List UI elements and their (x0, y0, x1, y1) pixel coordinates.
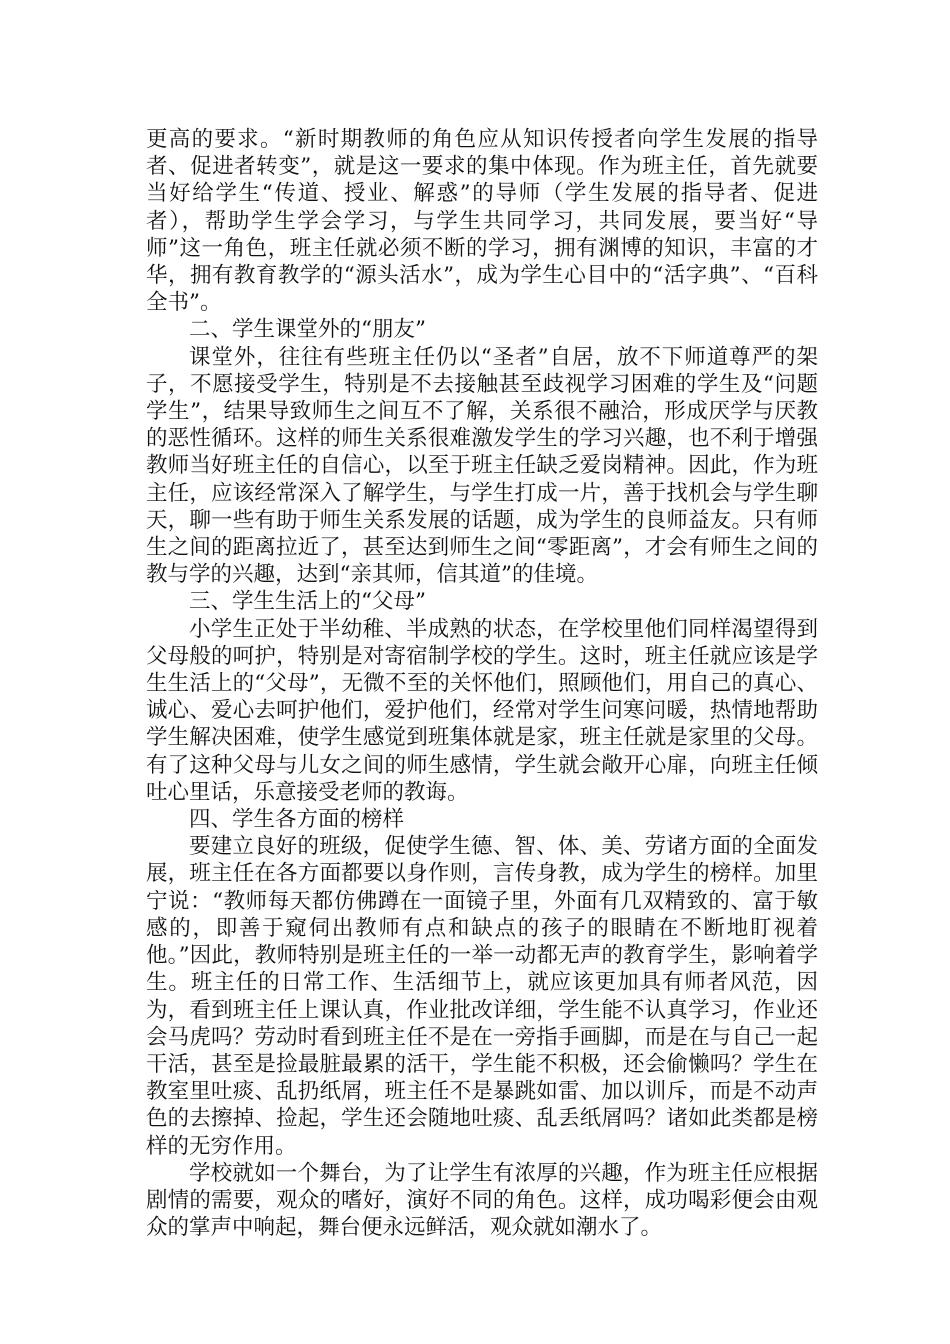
paragraph-conclusion: 学校就如一个舞台，为了让学生有浓厚的兴趣，作为班主任应根据剧情的需要，观众的嗜好，演好不同的角色。这样，成功喝彩便会由观众的掌声中响起，舞台便永远鲜活，观众就如潮水了。 (146, 1160, 818, 1241)
paragraph-role-model: 要建立良好的班级，促使学生德、智、体、美、劳诸方面的全面发展，班主任在各方面都要以身作则，言传身教，成为学生的榜样。加里宁说：“教师每天都仿佛蹲在一面镜子里，外面有几双精致的、富于敏感的，即善于窥伺出教师有点和缺点的孩子的眼睛在不断地盯视着他。”因此，教师特别是班主任的一举一动都无声的教育学生，影响着学生。班主任的日常工作、生活细节上，就应该更加具有师者风范，因为，看到班主任上课认真，作业批改详细，学生能不认真学习，作业还会马虎吗？劳动时看到班主任不是在一旁指手画脚，而是在与自己一起干活，甚至是捡最脏最累的活干，学生能不积极，还会偷懒吗？学生在教室里吐痰、乱扔纸屑，班主任不是暴跳如雷、加以训斥，而是不动声色的去擦掉、捡起，学生还会随地吐痰、乱丢纸屑吗？诸如此类都是榜样的无穷作用。 (146, 834, 818, 1159)
document-body (146, 126, 818, 1241)
paragraph-intro: 更高的要求。“新时期教师的角色应从知识传授者向学生发展的指导者、促进者转变”，就是这一要求的集中体现。作为班主任，首先就要当好给学生“传道、授业、解惑”的导师（学生发展的指导者、促进者），帮助学生学会学习，与学生共同学习，共同发展，要当好“导师”这一角色，班主任就必须不断的学习，拥有渊博的知识，丰富的才华，拥有教育教学的“源头活水”，成为学生心目中的“活字典”、“百科全书”。 (146, 127, 818, 316)
section-heading-friend: 二、学生课堂外的“朋友” (189, 317, 426, 343)
section-heading-parent: 三、学生生活上的“父母” (189, 589, 426, 615)
paragraph-parent: 小学生正处于半幼稚、半成熟的状态，在学校里他们同样渴望得到父母般的呵护，特别是对寄宿制学校的学生。这时，班主任就应该是学生生活上的“父母”，无微不至的关怀他们，照顾他们，用自己的真心、诚心、爱心去呵护他们，爱护他们，经常对学生问寒问暖，热情地帮助学生解决困难，使学生感觉到班集体就是家，班主任就是家里的父母。有了这种父母与儿女之间的师生感情，学生就会敞开心扉，向班主任倾吐心里话，乐意接受老师的教诲。 (146, 616, 818, 805)
section-heading-role-model: 四、学生各方面的榜样 (189, 807, 405, 833)
paragraph-friend: 课堂外，往往有些班主任仍以“圣者”自居，放不下师道尊严的架子，不愿接受学生，特别是不去接触甚至歧视学习困难的学生及“问题学生”，结果导致师生之间互不了解，关系很不融洽，形成厌学与厌教的恶性循环。这样的师生关系很难激发学生的学习兴趣，也不利于增强教师当好班主任的自信心，以至于班主任缺乏爱岗精神。因此，作为班主任，应该经常深入了解学生，与学生打成一片，善于找机会与学生聊天，聊一些有助于师生关系发展的话题，成为学生的良师益友。只有师生之间的距离拉近了，甚至达到师生之间“零距离”，才会有师生之间的教与学的兴趣，达到“亲其师，信其道”的佳境。 (146, 344, 818, 588)
